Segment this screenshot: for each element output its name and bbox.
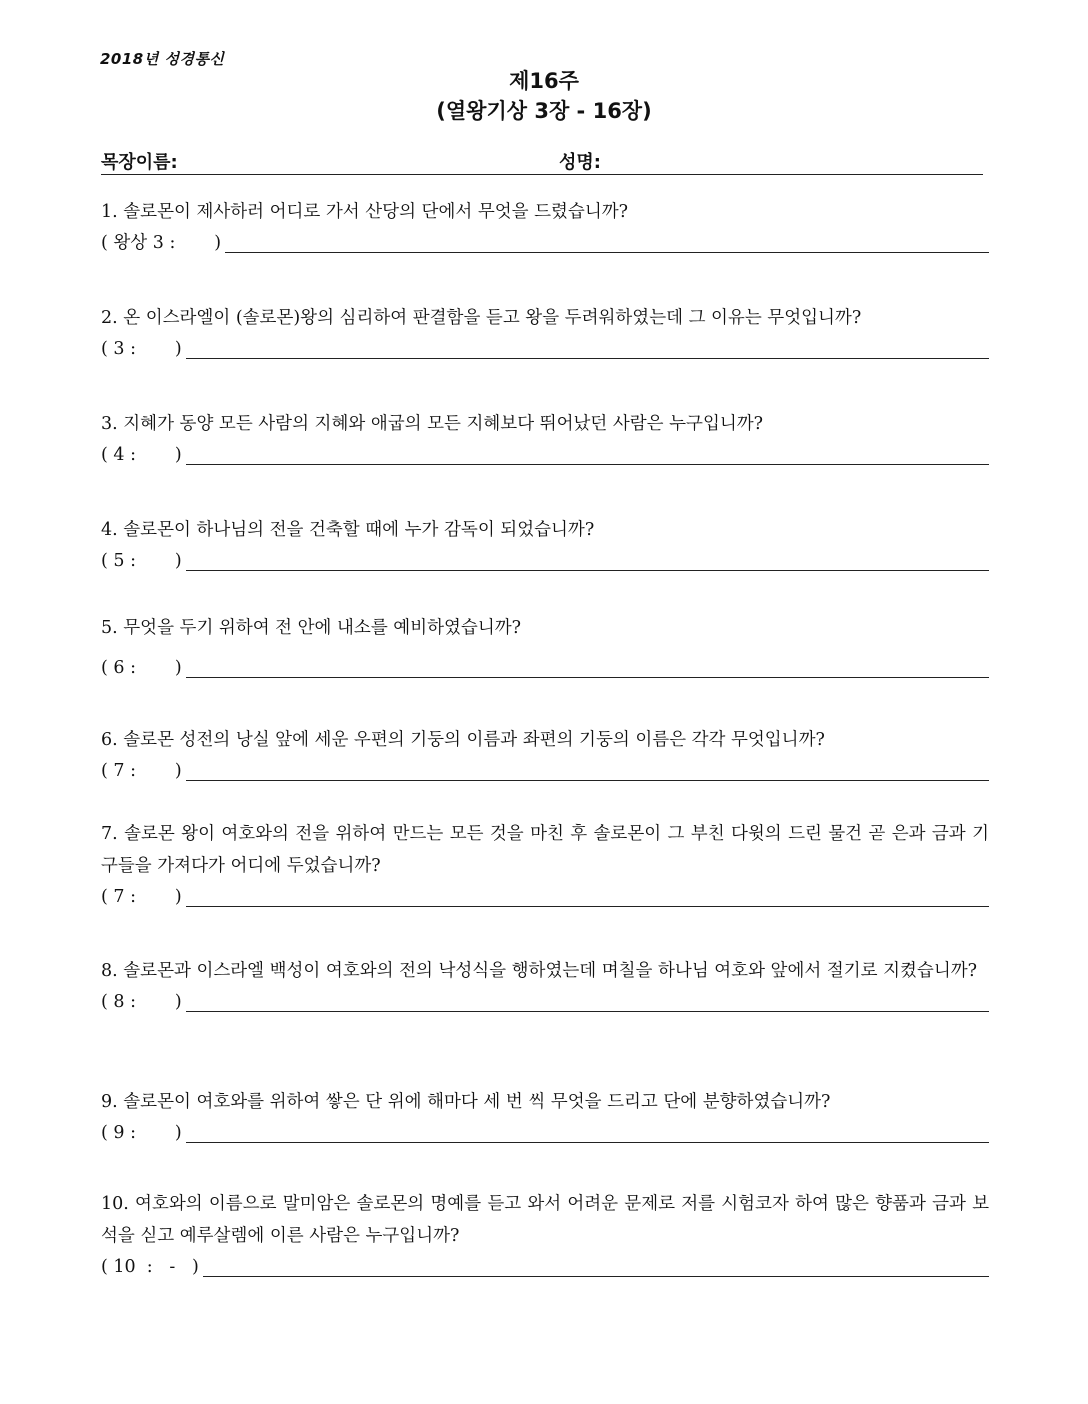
scripture-reference: ( 5 : )	[101, 551, 182, 571]
series-label: 2018년 성경통신	[100, 50, 225, 68]
answer-line[interactable]	[203, 1258, 989, 1277]
question-text: 5. 무엇을 두기 위하여 전 안에 내소를 예비하였습니까?	[101, 618, 522, 638]
title-block	[0, 66, 1088, 126]
scripture-reference: ( 4 : )	[101, 445, 182, 465]
chapter-range: (열왕기상 3장 - 16장)	[436, 99, 652, 123]
week-title: 제16주	[509, 69, 579, 93]
answer-line[interactable]	[186, 552, 989, 571]
question-text: 6. 솔로몬 성전의 낭실 앞에 세운 우편의 기둥의 이름과 좌편의 기둥의 이름은 각각 무엇입니까?	[101, 730, 825, 750]
question-text: 1. 솔로몬이 제사하러 어디로 가서 산당의 단에서 무엇을 드렸습니까?	[101, 202, 629, 222]
answer-line[interactable]	[186, 446, 989, 465]
question-7	[101, 818, 989, 907]
answer-row	[101, 990, 989, 1012]
scripture-reference: ( 9 : )	[101, 1123, 182, 1143]
question-5	[101, 612, 989, 678]
question-1	[101, 196, 989, 253]
answer-row	[101, 1255, 989, 1277]
question-8	[101, 955, 989, 1012]
name-fill-row[interactable]	[101, 150, 983, 175]
question-text: 4. 솔로몬이 하나님의 전을 건축할 때에 누가 감독이 되었습니까?	[101, 520, 595, 540]
question-text: 7. 솔로몬 왕이 여호와의 전을 위하여 만드는 모든 것을 마친 후 솔로몬이 그 부친 다윗의 드린 물건 곧 은과 금과 기구들을 가져다가 어디에 두었습니까?	[101, 824, 989, 876]
answer-line[interactable]	[186, 888, 989, 907]
answer-line[interactable]	[186, 659, 989, 678]
answer-row	[101, 759, 989, 781]
answer-row	[101, 885, 989, 907]
answer-line[interactable]	[225, 234, 989, 253]
question-4	[101, 514, 989, 571]
question-3	[101, 408, 989, 465]
question-text: 3. 지혜가 동양 모든 사람의 지혜와 애굽의 모든 지혜보다 뛰어났던 사람은 누구입니까?	[101, 414, 764, 434]
answer-row	[101, 231, 989, 253]
scripture-reference: ( 8 : )	[101, 992, 182, 1012]
answer-line[interactable]	[186, 762, 989, 781]
scripture-reference: ( 6 : )	[101, 658, 182, 678]
question-10	[101, 1188, 989, 1277]
cell-name-label: 목장이름:	[101, 152, 178, 173]
answer-row	[101, 656, 989, 678]
answer-row	[101, 443, 989, 465]
scripture-reference: ( 3 : )	[101, 339, 182, 359]
answer-line[interactable]	[186, 1124, 989, 1143]
question-6	[101, 724, 989, 781]
scripture-reference: ( 7 : )	[101, 887, 182, 907]
question-text: 10. 여호와의 이름으로 말미암은 솔로몬의 명예를 듣고 와서 어려운 문제로 저를 시험코자 하여 많은 향품과 금과 보석을 싣고 예루살렘에 이른 사람은 누구입니까?	[101, 1194, 989, 1246]
scripture-reference: ( 7 : )	[101, 761, 182, 781]
answer-line[interactable]	[186, 340, 989, 359]
question-2	[101, 302, 989, 359]
answer-row	[101, 1121, 989, 1143]
question-9	[101, 1086, 989, 1143]
question-text: 2. 온 이스라엘이 (솔로몬)왕의 심리하여 판결함을 듣고 왕을 두려워하였는데 그 이유는 무엇입니까?	[101, 308, 862, 328]
question-text: 9. 솔로몬이 여호와를 위하여 쌓은 단 위에 해마다 세 번 씩 무엇을 드리고 단에 분향하였습니까?	[101, 1092, 831, 1112]
answer-row	[101, 337, 989, 359]
question-text: 8. 솔로몬과 이스라엘 백성이 여호와의 전의 낙성식을 행하였는데 며칠을 하나님 여호와 앞에서 절기로 지켰습니까?	[101, 961, 978, 981]
student-name-label: 성명:	[559, 152, 601, 173]
answer-row	[101, 549, 989, 571]
scripture-reference: ( 왕상 3 : )	[101, 233, 222, 253]
answer-line[interactable]	[186, 993, 989, 1012]
scripture-reference: ( 10 : - )	[101, 1257, 199, 1277]
